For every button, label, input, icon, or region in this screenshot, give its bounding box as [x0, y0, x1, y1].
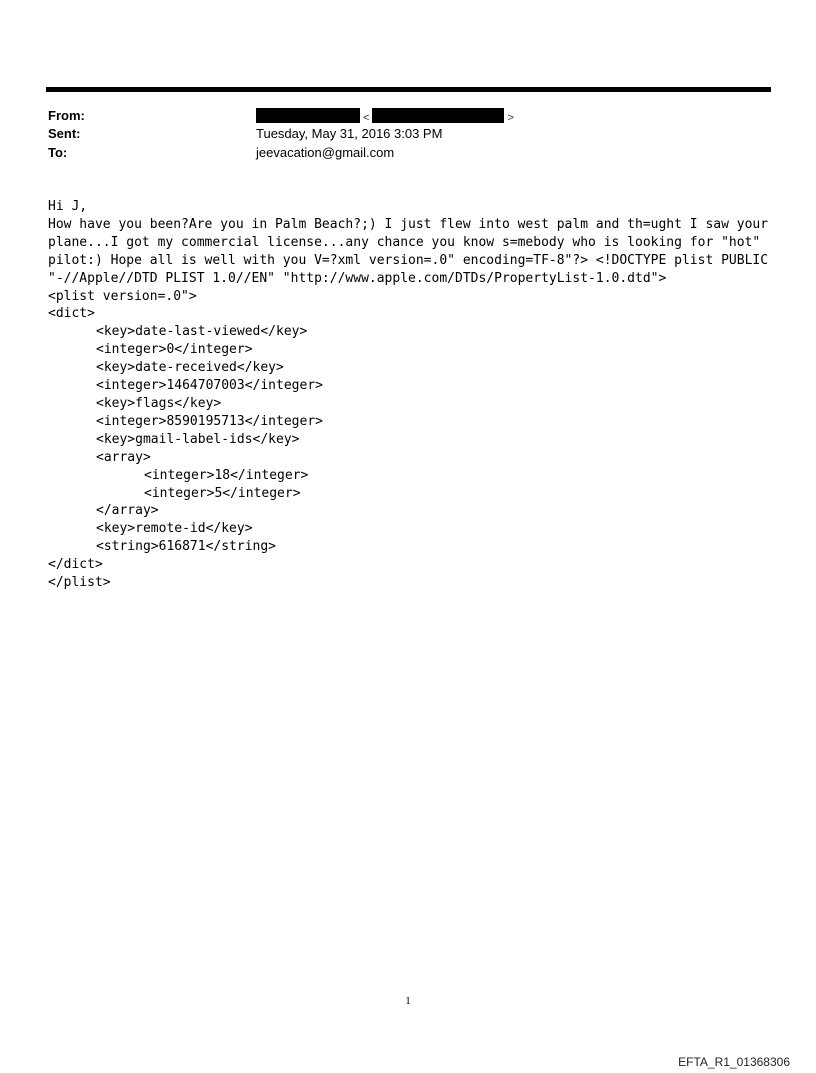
from-label: From:: [48, 108, 85, 123]
sent-label: Sent:: [48, 126, 81, 141]
redacted-sender-name: [256, 108, 360, 123]
document-id: EFTA_R1_01368306: [678, 1055, 790, 1069]
redacted-sender-email: [372, 108, 504, 123]
from-value: [256, 108, 517, 126]
email-body: Hi J, How have you been?Are you in Palm Beach?;) I just flew into west palm and th=ught I saw your plane...I got my commercial license...any chance you know s=mebody who is looking for "hot" pilot:) Hope all is well with you V=?xml version=.0" encoding=TF-8"?> <!DOCTYPE plist PUBLIC "-//Apple//DTD PLIST 1.0//EN" "http://www.apple.com/DTDs/PropertyList-1.0.dtd"> <plist version=.0"> <dict> <key>date-last-viewed</key> <integer>0</integer> <key>date-received</key> <integer>1464707003</integer> <key>flags</key> <integer>8590195713</integer> <key>gmail-label-ids</key> <array> <integer>18</integer> <integer>5</integer> </array> <key>remote-id</key> <string>616871</string> </dict> </plist>: [48, 199, 769, 591]
to-label: To:: [48, 145, 68, 160]
from-open-bracket: <: [363, 112, 370, 124]
header-rule: [46, 87, 771, 92]
to-value: jeevacation@gmail.com: [256, 145, 395, 160]
page-number: 1: [405, 995, 411, 1007]
sent-value: Tuesday, May 31, 2016 3:03 PM: [256, 126, 443, 141]
from-close-bracket: >: [507, 112, 514, 124]
